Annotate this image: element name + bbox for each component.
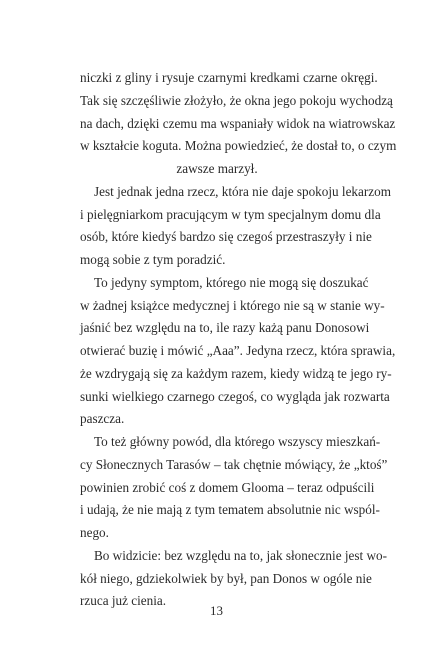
text-line: sunki wielkiego czarnego czegoś, co wygląda jak rozwarta	[80, 388, 390, 404]
text-line: nego.	[80, 525, 109, 540]
text-line: że wzdrygają się za każdym razem, kiedy widzą te jego ry-	[80, 365, 392, 381]
text-line: osób, które kiedyś bardzo się czegoś przestraszyły i nie	[80, 229, 372, 245]
text-line: niczki z gliny i rysuje czarnymi kredkami czarne okręgi.	[80, 70, 378, 85]
text-line: i udają, że nie mają z tym tematem absolutnie nic wspól-	[80, 502, 380, 518]
text-line: cy Słonecznych Tarasów – tak chętnie mówiący, że „ktoś”	[80, 456, 388, 472]
text-line: i pielęgniarkom pracującym w tym specjalnym domu dla	[80, 206, 381, 222]
text-line: zawsze marzył.	[176, 161, 258, 176]
body-text	[80, 67, 397, 613]
page-number: 13	[210, 603, 223, 618]
text-line: otwierać buzię i mówić „Aaa”. Jedyna rzecz, która sprawia,	[80, 343, 396, 358]
text-line: Bo widzicie: bez względu na to, jak słonecznie jest wo-	[94, 547, 387, 563]
text-line: rzuca już cienia.	[80, 593, 167, 609]
text-line: To też główny powód, dla którego wszyscy mieszkań-	[94, 434, 381, 449]
text-line: paszcza.	[80, 411, 125, 427]
text-line: jaśnić bez względu na to, ile razy każą panu Donosowi	[80, 320, 370, 336]
text-line: To jedyny symptom, którego nie mogą się doszukać	[94, 274, 369, 290]
text-line: w kształcie koguta. Można powiedzieć, że dostał to, o czym	[80, 138, 397, 154]
text-line: Jest jednak jedna rzecz, która nie daje spokoju lekarzom	[94, 183, 391, 199]
text-line: na dach, dzięki czemu ma wspaniały widok na wiatrowskaz	[80, 115, 396, 131]
text-line: powinien zrobić coś z domem Glooma – teraz odpuścili	[80, 479, 375, 495]
text-line: mogą sobie z tym poradzić.	[80, 252, 226, 267]
text-line: kół niego, gdziekolwiek by był, pan Donos w ogóle nie	[80, 570, 372, 586]
text-line: w żadnej książce medycznej i którego nie są w stanie wy-	[80, 297, 385, 313]
text-line: Tak się szczęśliwie złożyło, że okna jego pokoju wychodzą	[80, 92, 393, 108]
